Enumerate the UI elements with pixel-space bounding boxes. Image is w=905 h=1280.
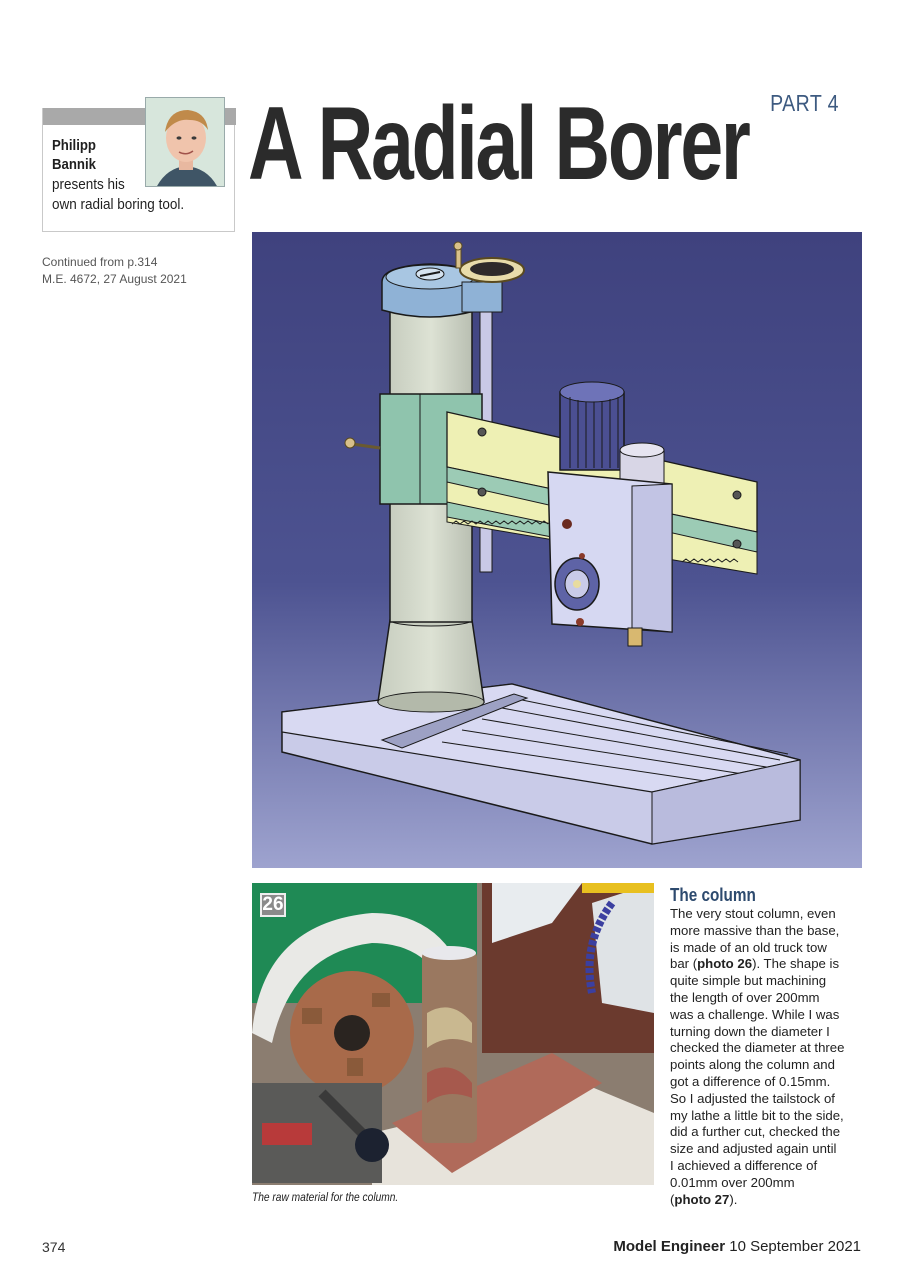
continued-note xyxy=(42,254,187,288)
body-line: was a challenge. While I was xyxy=(670,1006,840,1022)
body-line: The very stout column, even xyxy=(670,906,836,921)
issue-reference: M.E. 4672, 27 August 2021 xyxy=(42,272,187,286)
author-name xyxy=(52,136,131,174)
body-line: is made of an old truck tow xyxy=(670,939,827,955)
text: ( xyxy=(670,1191,675,1207)
cad-rendering-image xyxy=(252,232,862,868)
body-line: 0.01mm over 200mm xyxy=(670,1174,795,1190)
photo-number-badge: 26 xyxy=(260,893,286,917)
page-number: 374 xyxy=(42,1239,66,1255)
body-line: So I adjusted the tailstock of xyxy=(670,1090,835,1106)
photo-26-image xyxy=(252,883,654,1185)
author-desc-line: presents his xyxy=(52,176,125,193)
body-line: more massive than the base, xyxy=(670,922,840,938)
body-line xyxy=(670,956,870,973)
body-line xyxy=(670,1192,870,1209)
photo-caption: The raw material for the column. xyxy=(252,1190,399,1204)
author-first-name: Philipp xyxy=(52,137,96,154)
body-line: points along the column and xyxy=(670,1057,835,1073)
part-label: PART 4 xyxy=(770,90,839,116)
author-last-name: Bannik xyxy=(52,156,97,173)
photo-reference: photo 27 xyxy=(674,1191,730,1207)
body-line: got a difference of 0.15mm. xyxy=(670,1073,831,1089)
section-heading: The column xyxy=(670,885,756,905)
body-line: size and adjusted again until xyxy=(670,1141,837,1157)
footer-publication xyxy=(613,1238,861,1255)
body-line: checked the diameter at three xyxy=(670,1040,845,1056)
body-line: did a further cut, checked the xyxy=(670,1124,841,1140)
body-line: my lathe a little bit to the side, xyxy=(670,1107,844,1123)
issue-date: 10 September 2021 xyxy=(729,1238,861,1255)
body-line: the length of over 200mm xyxy=(670,989,820,1005)
magazine-name: Model Engineer xyxy=(613,1238,726,1255)
continued-from: Continued from p.314 xyxy=(42,255,158,269)
author-photo xyxy=(145,97,225,187)
text: ). xyxy=(729,1191,738,1207)
article-body xyxy=(670,906,870,1208)
body-line: turning down the diameter I xyxy=(670,1023,830,1039)
text: bar ( xyxy=(670,956,698,972)
author-desc-line: own radial boring tool. xyxy=(52,196,185,213)
photo-reference: photo 26 xyxy=(697,956,753,972)
article-title: A Radial Borer xyxy=(248,86,749,202)
body-line: I achieved a difference of xyxy=(670,1157,818,1173)
text: ). The shape is xyxy=(752,956,840,972)
body-line: quite simple but machining xyxy=(670,973,827,989)
